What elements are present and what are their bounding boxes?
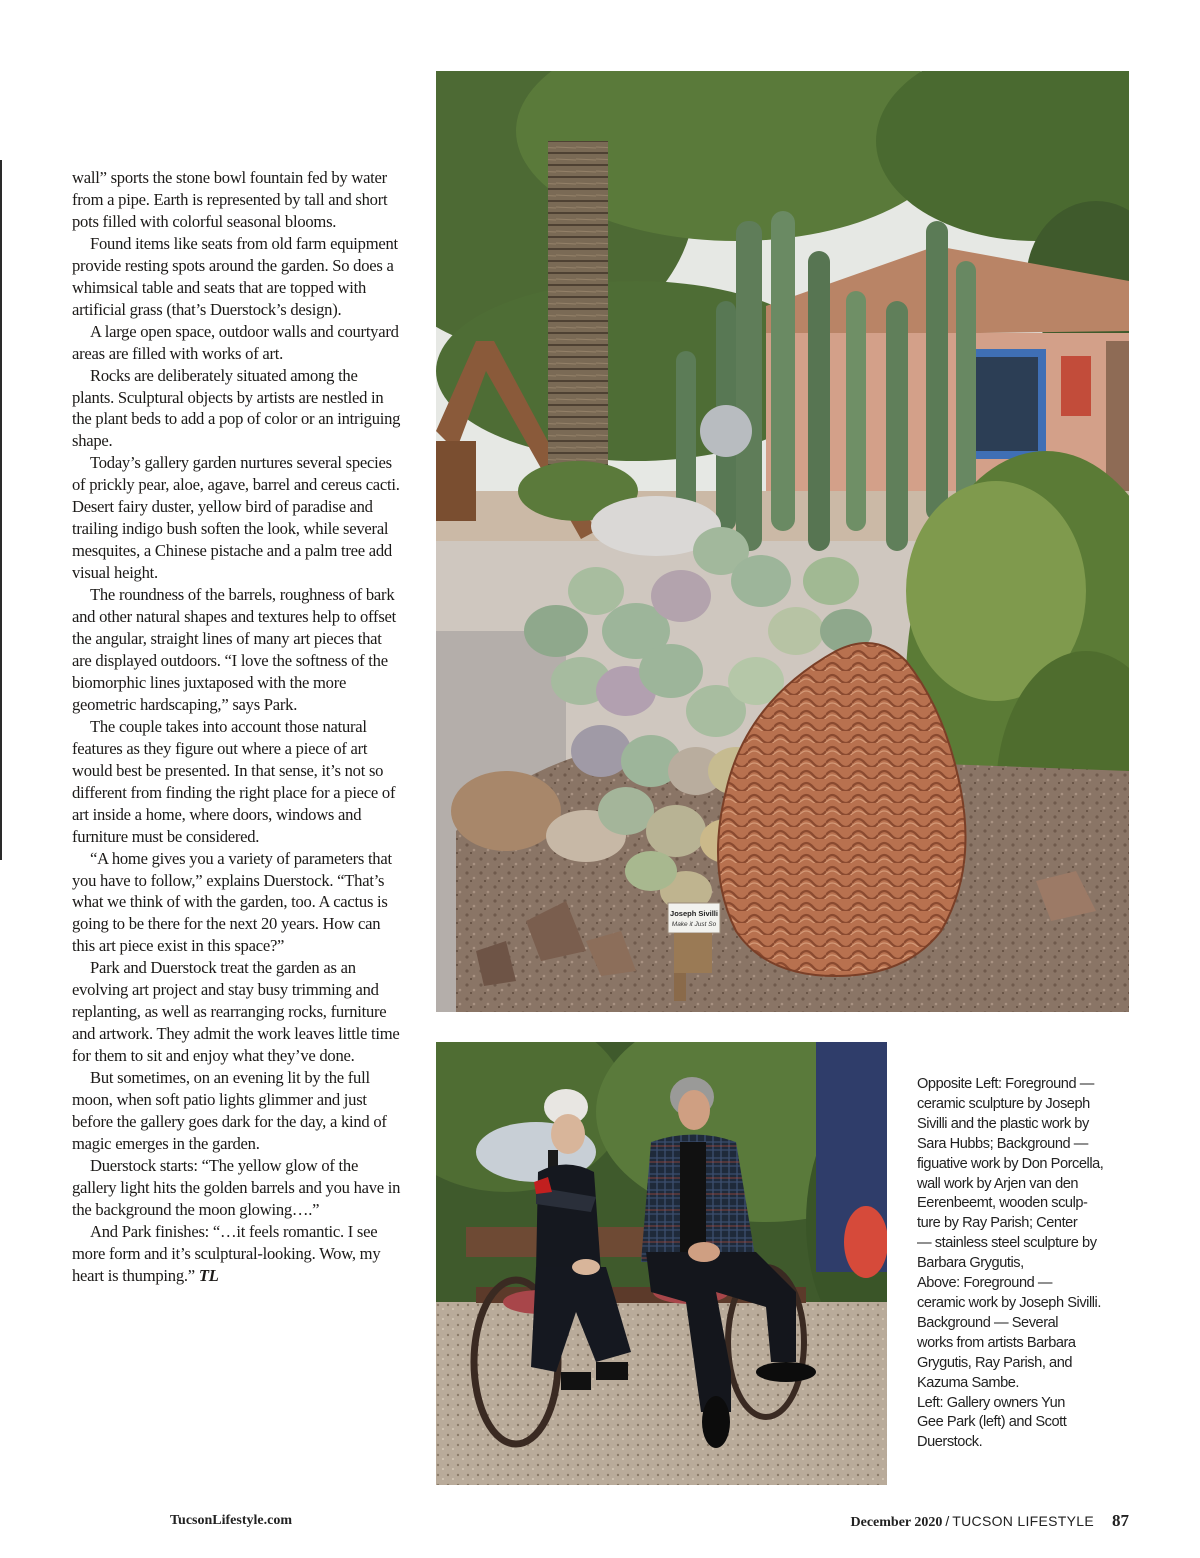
caption-line: Grygutis, Ray Parish, and: [917, 1354, 1073, 1371]
caption-line: — stainless steel sculpture by: [917, 1235, 1097, 1252]
caption-line: figuative work by Don Porcella,: [917, 1155, 1104, 1172]
photo-caption: [917, 1075, 1129, 1453]
couple-photo-illustration: [436, 1042, 887, 1485]
caption-line: ceramic work by Joseph Sivilli.: [917, 1294, 1101, 1311]
article-paragraph: Found items like seats from old farm equipment provide resting spots around the garden. So does a whimsical table and seats that are topped with artificial grass (that’s Duerstock’s design).: [72, 233, 398, 319]
article-paragraph-last: [72, 1221, 402, 1287]
footer-website: TucsonLifestyle.com: [170, 1513, 292, 1528]
article-paragraph: “A home gives you a variety of parameters that you have to follow,” explains Duerstock. “That’s what we think of with the garden, too. A cactus is going to be there for the next 20 years. How can this art piece exist in this space?”: [72, 848, 392, 956]
article-paragraph: A large open space, outdoor walls and courtyard areas are filled with works of art.: [72, 321, 399, 363]
article-body: [72, 167, 402, 1287]
caption-line: Left: Gallery owners Yun: [917, 1394, 1065, 1411]
caption-line: Above: Foreground —: [917, 1275, 1053, 1292]
garden-photo-illustration: [436, 71, 1129, 1012]
garden-photo: [436, 71, 1129, 1012]
issue-date: December 2020: [850, 1515, 943, 1530]
caption-line: Sivilli and the plastic work by: [917, 1115, 1089, 1132]
magazine-name: TUCSON LIFESTYLE: [952, 1513, 1094, 1529]
caption-line: Sara Hubbs; Background —: [917, 1135, 1088, 1152]
article-paragraph: The couple takes into account those natural features as they figure out where a piece of art would best be presented. In that sense, it’s not so different from finding the right place for a piece of art inside a home, where doors, windows and furniture must be considered.: [72, 716, 396, 846]
article-paragraph: The roundness of the barrels, roughness of bark and other natural shapes and textures help to offset the angular, straight lines of many art pieces that are displayed outdoors. “I love the softness of the biomorphic lines juxtaposed with the more geometric hardscaping,” says Park.: [72, 585, 396, 714]
caption-line: Barbara Grygutis,: [917, 1255, 1024, 1272]
artist-sign-title: Make it Just So: [671, 921, 717, 928]
caption-line: works from artists Barbara: [917, 1334, 1076, 1351]
caption-line: wall work by Arjen van den: [917, 1175, 1079, 1192]
article-paragraph: Park and Duerstock treat the garden as an evolving art project and stay busy trimming and replanting, as well as rearranging rocks, furniture and artwork. They admit the work leaves little time for them to sit and enjoy what they’ve done.: [72, 958, 400, 1066]
article-paragraph: Duerstock starts: “The yellow glow of the gallery light hits the golden barrels and you have in the background the moon glowing….”: [72, 1155, 401, 1219]
page-number: 87: [1112, 1511, 1129, 1530]
article-paragraph: Today’s gallery garden nurtures several species of prickly pear, aloe, agave, barrel and cereus cacti. Desert fairy duster, yellow bird of paradise and trailing indigo bush soften the look, while several mesquites, a Chinese pistache and a palm tree add visual height.: [72, 453, 400, 583]
article-paragraph-text: And Park finishes: “…it feels romantic. I see more form and it’s sculptural-looking. Wow, my heart is thumping.”: [72, 1221, 381, 1285]
caption-line: Opposite Left: Foreground —: [917, 1076, 1094, 1092]
caption-line: Duerstock.: [917, 1434, 983, 1451]
caption-line: Background — Several: [917, 1314, 1059, 1331]
article-paragraph: But sometimes, on an evening lit by the full moon, when soft patio lights glimmer and just before the gallery goes dark for the day, a kind of magic emerges in the garden.: [72, 1068, 387, 1153]
caption-line: Gee Park (left) and Scott: [917, 1414, 1067, 1431]
article-paragraph: wall” sports the stone bowl fountain fed by water from a pipe. Earth is represented by tall and short pots filled with colorful seasonal blooms.: [72, 168, 388, 231]
caption-line: ceramic sculpture by Joseph: [917, 1095, 1090, 1112]
caption-line: Kazuma Sambe.: [917, 1374, 1020, 1391]
page-edge-rule: [0, 160, 2, 860]
caption-line: Eerenbeemt, wooden sculp-: [917, 1195, 1088, 1212]
footer-folio: [851, 1511, 1129, 1531]
caption-line: ture by Ray Parish; Center: [917, 1215, 1078, 1232]
end-mark-logo: TL: [198, 1265, 219, 1285]
artist-sign-name: Joseph Sivilli: [670, 909, 718, 918]
couple-photo: [436, 1042, 887, 1485]
folio-separator: /: [945, 1513, 950, 1529]
article-paragraph: Rocks are deliberately situated among the plants. Sculptural objects by artists are nestled in the plant beds to add a pop of color or an intriguing shape.: [72, 365, 401, 451]
